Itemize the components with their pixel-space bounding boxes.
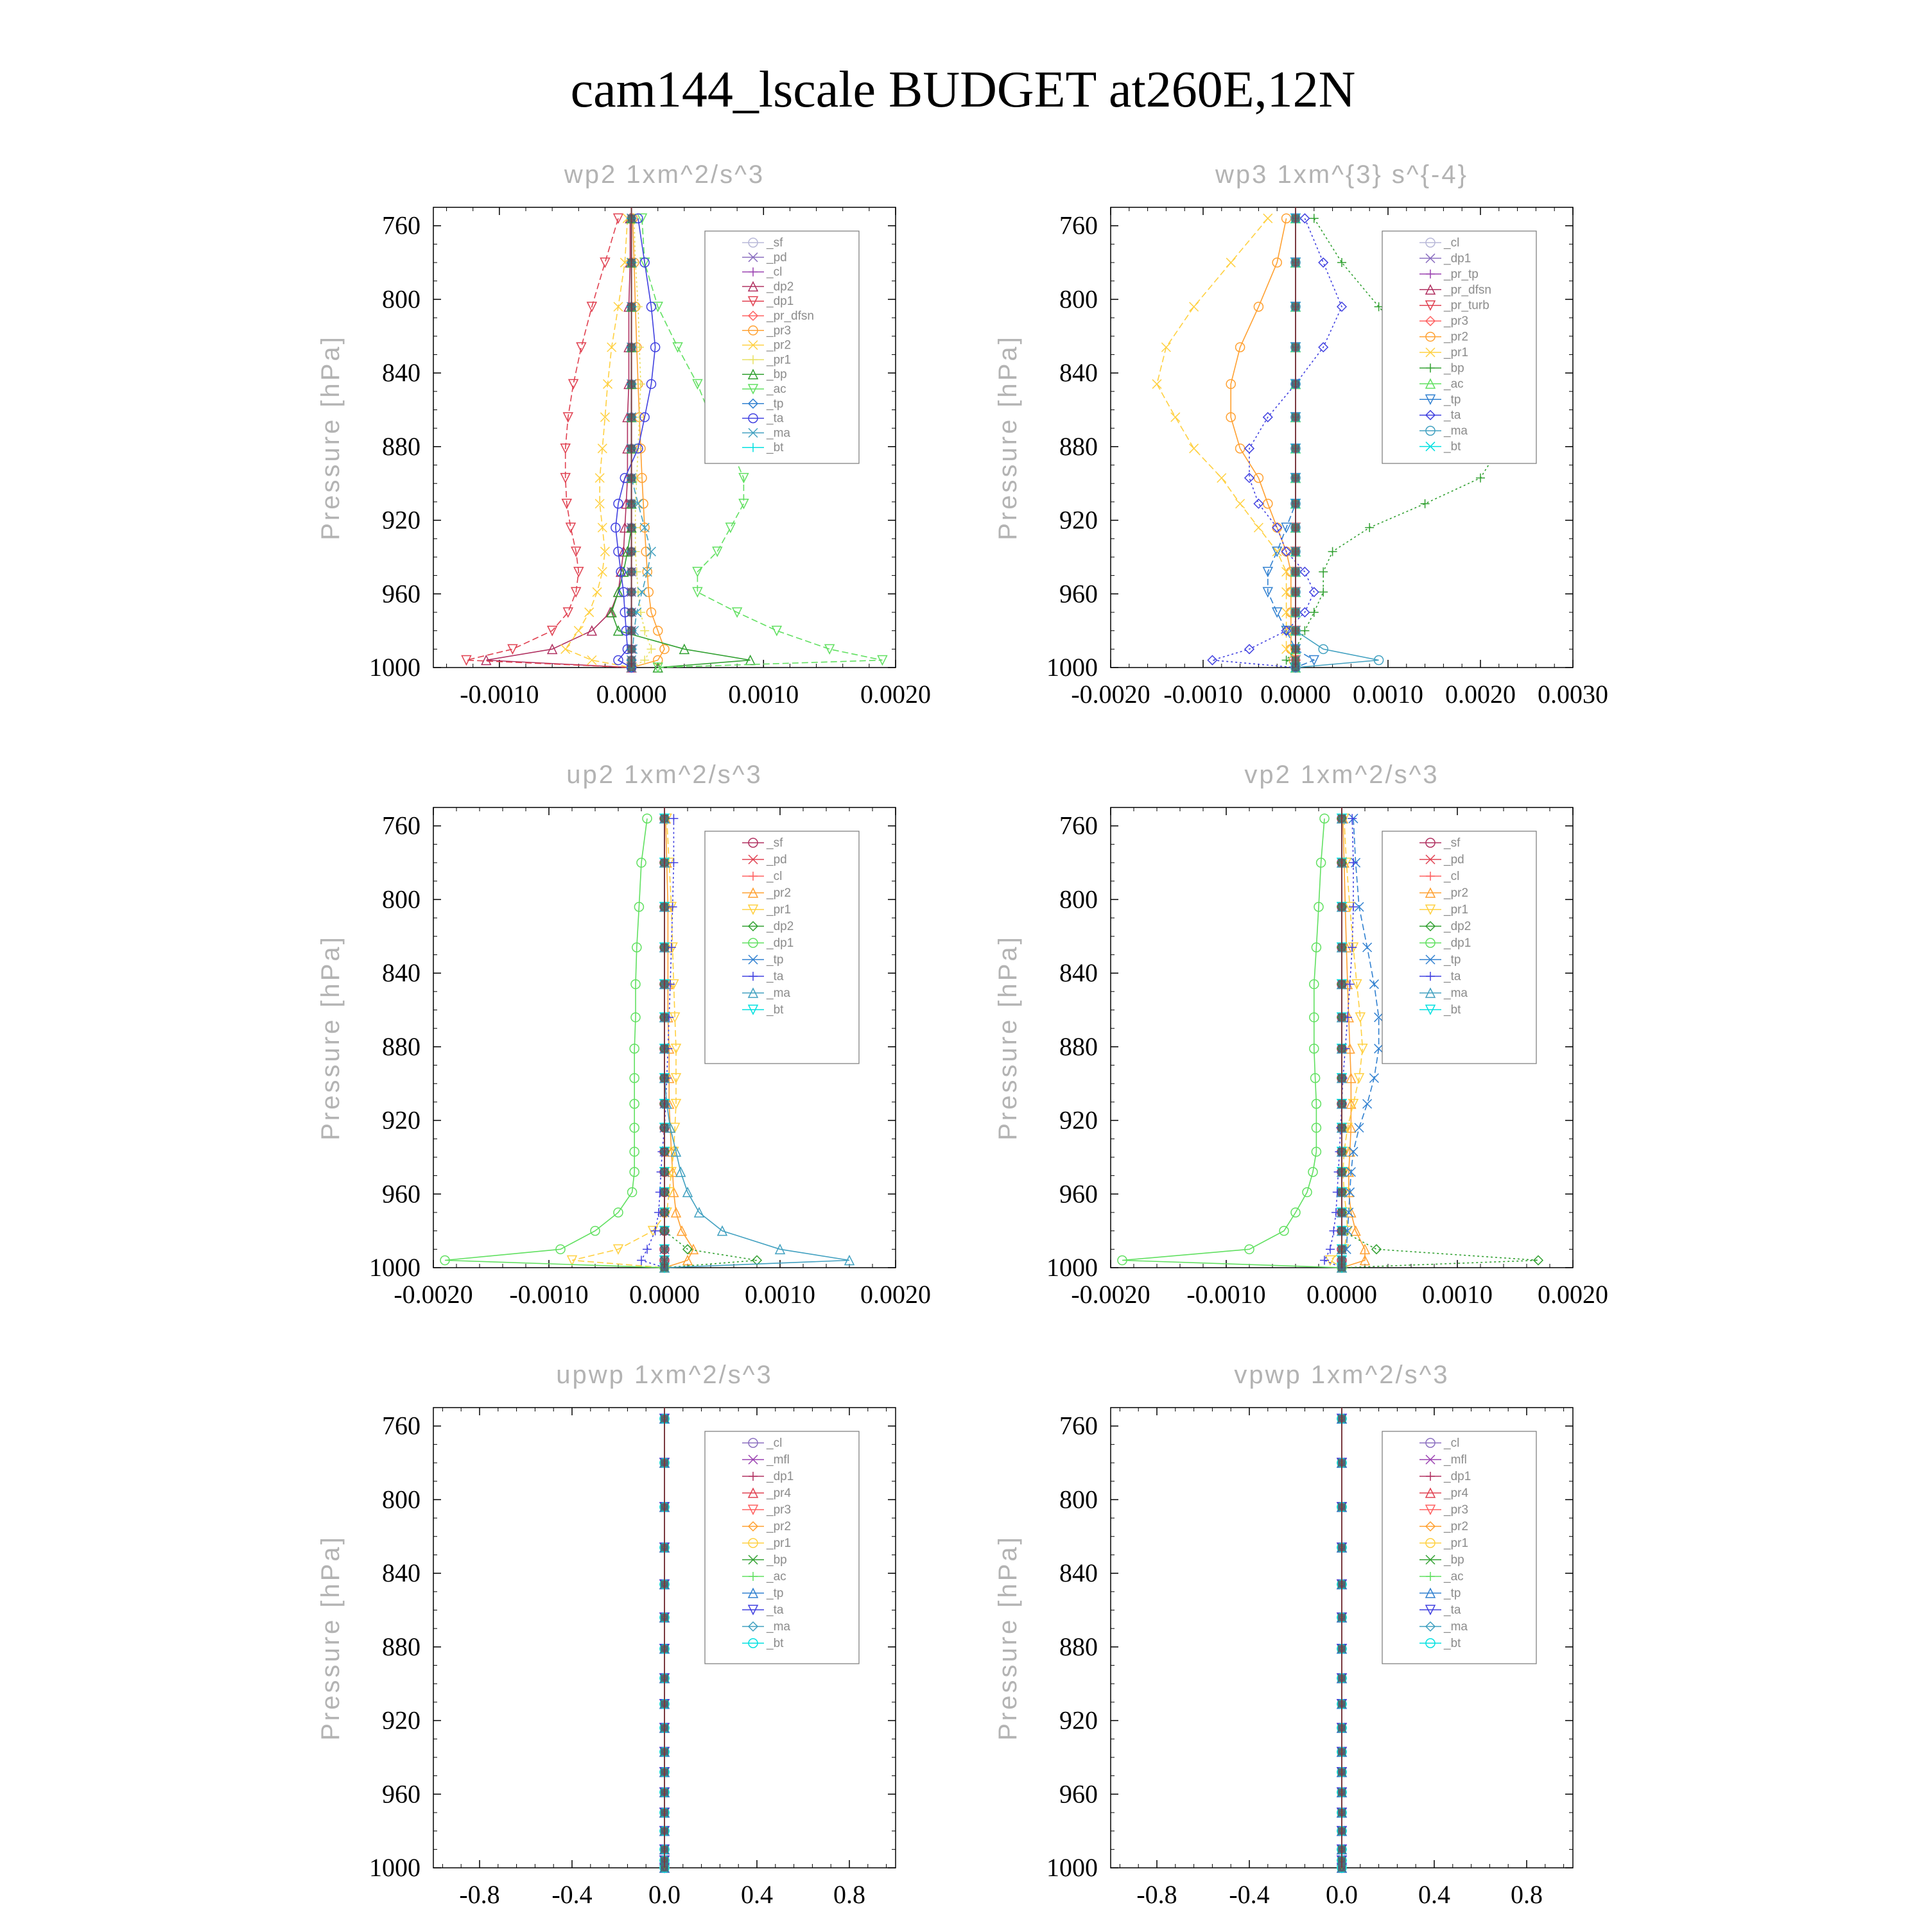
figure-title: cam144_lscale BUDGET at260E,12N — [570, 62, 1356, 118]
legend-label: _pd — [1444, 853, 1464, 867]
data-point — [1161, 343, 1170, 352]
series-line — [1212, 218, 1342, 668]
y-tick-label: 760 — [382, 811, 421, 840]
legend-label: _mfl — [1444, 1453, 1467, 1467]
legend-label: _dp1 — [767, 1470, 794, 1483]
x-tick-label: 0.0010 — [745, 1280, 815, 1309]
legend-label: _pr2 — [1444, 330, 1469, 344]
legend-label: _tp — [767, 953, 784, 967]
y-tick-label: 880 — [1059, 1632, 1098, 1661]
series-ta — [611, 214, 660, 672]
data-point — [646, 644, 655, 653]
x-tick-label: 0.0020 — [1538, 1280, 1608, 1309]
y-tick-label: 800 — [1059, 284, 1098, 314]
y-tick-label: 960 — [382, 1779, 421, 1809]
data-point — [585, 608, 594, 617]
legend-label: _cl — [1444, 1436, 1460, 1450]
legend-label: _pr2 — [767, 886, 792, 900]
legend-label: _pr_dfsn — [767, 309, 814, 323]
y-tick-label: 760 — [1059, 211, 1098, 240]
legend-label: _cl — [1444, 236, 1460, 250]
data-point — [1152, 379, 1161, 388]
legend-label: _cl — [1444, 870, 1460, 883]
legend-label: _sf — [767, 236, 783, 250]
y-tick-label: 840 — [1059, 1558, 1098, 1588]
data-point — [1363, 1100, 1372, 1108]
y-tick-label: 920 — [1059, 1705, 1098, 1735]
y-tick-label: 960 — [382, 1179, 421, 1209]
legend-label: _ac — [1444, 377, 1464, 391]
y-tick-label: 800 — [382, 284, 421, 314]
series-ta — [637, 814, 678, 1272]
legend-label: _ta — [1444, 408, 1461, 422]
y-tick-label: 960 — [1059, 1179, 1098, 1209]
y-axis-label: Pressure [hPa] — [317, 1535, 345, 1741]
legend-label: _pr4 — [1444, 1487, 1469, 1500]
data-point — [1310, 214, 1319, 223]
legend — [1382, 231, 1536, 463]
y-tick-label: 1000 — [1046, 1253, 1098, 1282]
chart-subtitle: up2 1xm^2/s^3 — [566, 761, 763, 789]
legend-label: _pr_dfsn — [1444, 283, 1491, 297]
legend-label: _pr_turb — [1444, 298, 1489, 313]
data-point — [566, 523, 575, 532]
data-point — [640, 626, 649, 635]
data-point — [825, 644, 834, 653]
legend-label: _pr1 — [1444, 1537, 1469, 1550]
legend-label: _ac — [767, 1570, 786, 1583]
series-line — [1231, 218, 1296, 668]
y-tick-label: 840 — [382, 958, 421, 988]
legend-label: _tp — [767, 1587, 784, 1600]
legend-label: _tp — [1444, 393, 1461, 407]
legend-label: _ta — [767, 970, 784, 983]
series-ta — [1208, 214, 1346, 672]
y-axis-label: Pressure [hPa] — [317, 935, 345, 1141]
legend-label: _ac — [767, 383, 786, 396]
data-point — [1329, 1227, 1338, 1236]
legend-label: _pr3 — [1444, 1503, 1469, 1517]
data-point — [561, 644, 570, 653]
legend-label: _pr1 — [1444, 903, 1469, 917]
series-line — [1342, 818, 1379, 1268]
x-tick-label: -0.0020 — [394, 1280, 473, 1309]
legend-label: _pd — [767, 250, 787, 264]
data-point — [1272, 547, 1281, 556]
legend-label: _bt — [1444, 1637, 1461, 1650]
data-point — [1320, 1256, 1329, 1265]
y-tick-label: 840 — [1059, 958, 1098, 988]
legend-label: _dp1 — [767, 936, 794, 950]
x-tick-label: 0.0000 — [629, 1280, 700, 1309]
legend-label: _ta — [767, 411, 784, 426]
chart-subtitle: wp3 1xm^{3} s^{-4} — [1215, 160, 1468, 189]
series-line — [1296, 218, 1379, 668]
x-tick-label: -0.0010 — [1163, 680, 1243, 709]
x-tick-label: 0.0010 — [1353, 680, 1423, 709]
legend-label: _bp — [767, 368, 787, 382]
data-point — [1190, 444, 1199, 453]
y-tick-label: 760 — [1059, 811, 1098, 840]
legend-label: _sf — [767, 836, 783, 850]
chart-upwp — [317, 1354, 963, 1932]
legend-label: _sf — [1444, 836, 1461, 850]
series-dp2 — [482, 214, 636, 672]
series-dp1 — [440, 814, 669, 1272]
y-tick-label: 960 — [1059, 1779, 1098, 1809]
legend-label: _pr4 — [767, 1487, 792, 1500]
x-tick-label: -0.0010 — [509, 1280, 589, 1309]
data-point — [1190, 302, 1199, 311]
legend-label: _pr1 — [767, 353, 792, 367]
x-tick-label: -0.0020 — [1071, 680, 1150, 709]
legend — [705, 1431, 859, 1664]
data-point — [593, 587, 602, 596]
chart-vpwp — [994, 1354, 1640, 1932]
chart-vp2 — [994, 754, 1640, 1332]
legend-label: _bt — [767, 1003, 784, 1017]
data-point — [600, 258, 609, 267]
legend-label: _pr3 — [767, 323, 792, 338]
data-point — [1363, 943, 1372, 952]
data-point — [1369, 979, 1378, 988]
legend-label: _ta — [767, 1603, 784, 1617]
x-tick-label: -0.8 — [1136, 1880, 1177, 1909]
data-point — [508, 644, 517, 653]
x-tick-label: -0.4 — [1229, 1880, 1270, 1909]
y-tick-label: 760 — [1059, 1411, 1098, 1440]
legend-label: _tp — [767, 397, 784, 411]
data-point — [646, 547, 655, 556]
legend-label: _pr3 — [767, 1503, 792, 1517]
y-tick-label: 840 — [1059, 358, 1098, 388]
data-point — [1369, 1074, 1378, 1083]
legend-label: _ma — [1444, 987, 1468, 1000]
x-tick-label: 0.0 — [1326, 1880, 1358, 1909]
series-line — [664, 818, 693, 1268]
chart-up2 — [317, 754, 963, 1332]
x-tick-label: 0.4 — [1418, 1880, 1450, 1909]
legend — [1382, 831, 1536, 1064]
y-tick-label: 880 — [1059, 431, 1098, 461]
y-tick-label: 1000 — [369, 1253, 421, 1282]
legend-label: _dp2 — [1444, 920, 1471, 933]
legend-label: _dp2 — [767, 920, 794, 933]
legend-label: _dp1 — [1444, 936, 1471, 950]
series-ta — [1320, 814, 1358, 1272]
data-point — [1282, 656, 1291, 665]
legend-label: _pr2 — [767, 1520, 792, 1533]
legend-label: _cl — [767, 870, 783, 883]
series-pr2 — [660, 814, 698, 1272]
series-pr2 — [1226, 214, 1300, 672]
y-tick-label: 880 — [1059, 1031, 1098, 1061]
chart-subtitle: upwp 1xm^2/s^3 — [556, 1361, 773, 1389]
legend-label: _bt — [767, 1637, 784, 1650]
x-tick-label: 0.0000 — [596, 680, 667, 709]
y-tick-label: 1000 — [1046, 653, 1098, 682]
data-point — [574, 626, 583, 635]
legend-label: _bp — [767, 1553, 787, 1567]
data-point — [1236, 499, 1245, 508]
legend-label: _tp — [1444, 953, 1461, 967]
legend-label: _dp1 — [1444, 252, 1471, 266]
legend-label: _tp — [1444, 1587, 1461, 1600]
x-tick-label: 0.0020 — [860, 1280, 931, 1309]
legend-label: _ta — [1444, 970, 1461, 983]
y-tick-label: 920 — [382, 1705, 421, 1735]
x-tick-label: -0.4 — [551, 1880, 593, 1909]
legend-label: _pr2 — [767, 338, 792, 352]
y-tick-label: 960 — [382, 579, 421, 608]
legend-label: _mfl — [767, 1453, 790, 1467]
y-tick-label: 920 — [1059, 1105, 1098, 1135]
y-tick-label: 800 — [1059, 1485, 1098, 1514]
data-point — [1272, 608, 1281, 617]
legend-label: _ma — [1444, 424, 1468, 438]
data-point — [1208, 656, 1217, 665]
x-tick-label: 0.8 — [833, 1880, 865, 1909]
y-tick-label: 1000 — [1046, 1853, 1098, 1882]
x-tick-label: 0.0030 — [1538, 680, 1608, 709]
x-tick-label: 0.0020 — [1445, 680, 1516, 709]
x-tick-label: 0.0010 — [728, 680, 799, 709]
legend-label: _ta — [1444, 1603, 1461, 1617]
chart-wp3 — [994, 154, 1640, 732]
legend — [705, 831, 859, 1064]
y-tick-label: 800 — [382, 884, 421, 914]
legend-label: _pr1 — [767, 1537, 792, 1550]
chart-subtitle: wp2 1xm^2/s^3 — [564, 160, 765, 189]
legend-label: _pd — [767, 853, 787, 867]
data-point — [1263, 214, 1272, 223]
series-line — [466, 218, 631, 668]
y-axis-label: Pressure [hPa] — [994, 935, 1022, 1141]
y-tick-label: 880 — [382, 1632, 421, 1661]
y-tick-label: 1000 — [369, 1853, 421, 1882]
y-tick-label: 760 — [382, 211, 421, 240]
x-tick-label: -0.0010 — [1186, 1280, 1266, 1309]
legend-label: _cl — [767, 265, 783, 279]
series-line — [1157, 218, 1296, 668]
data-point — [726, 523, 735, 532]
data-point — [637, 1256, 646, 1265]
y-tick-label: 960 — [1059, 579, 1098, 608]
data-point — [643, 1245, 652, 1254]
data-point — [1348, 814, 1357, 823]
x-tick-label: 0.0010 — [1422, 1280, 1493, 1309]
legend-label: _dp1 — [767, 295, 794, 309]
series-line — [486, 218, 631, 668]
y-tick-label: 880 — [382, 1031, 421, 1061]
data-point — [1476, 474, 1485, 483]
series-pr1 — [1152, 214, 1300, 672]
data-point — [1337, 258, 1346, 267]
y-tick-label: 840 — [382, 1558, 421, 1588]
data-point — [1421, 499, 1430, 508]
legend-label: _ma — [1444, 1620, 1468, 1634]
chart-subtitle: vpwp 1xm^2/s^3 — [1234, 1361, 1450, 1389]
chart-subtitle: vp2 1xm^2/s^3 — [1244, 761, 1439, 789]
x-tick-label: -0.0020 — [1071, 1280, 1150, 1309]
y-tick-label: 760 — [382, 1411, 421, 1440]
x-tick-label: -0.8 — [459, 1880, 500, 1909]
data-point — [1226, 258, 1235, 267]
y-tick-label: 880 — [382, 431, 421, 461]
y-tick-label: 920 — [1059, 505, 1098, 535]
y-tick-label: 920 — [382, 505, 421, 535]
legend — [705, 231, 859, 463]
y-axis-label: Pressure [hPa] — [317, 334, 345, 540]
legend-label: _ac — [1444, 1570, 1464, 1583]
data-point — [1254, 499, 1263, 508]
legend-label: _bp — [1444, 1553, 1464, 1567]
series-ma — [1291, 214, 1384, 672]
series-pr1 — [1326, 814, 1367, 1272]
data-point — [1300, 626, 1309, 635]
legend-label: _pr2 — [1444, 886, 1469, 900]
data-point — [1310, 608, 1319, 617]
legend-label: _cl — [767, 1436, 783, 1450]
x-tick-label: 0.0 — [648, 1880, 681, 1909]
data-point — [577, 343, 586, 352]
x-tick-label: 0.0020 — [860, 680, 931, 709]
y-tick-label: 920 — [382, 1105, 421, 1135]
legend-label: _ma — [767, 987, 790, 1000]
legend-label: _pr3 — [1444, 315, 1469, 329]
legend — [1382, 1431, 1536, 1664]
y-axis-label: Pressure [hPa] — [994, 334, 1022, 540]
chart-wp2 — [317, 154, 963, 732]
data-point — [772, 626, 781, 635]
x-tick-label: 0.0000 — [1260, 680, 1331, 709]
y-tick-label: 800 — [1059, 884, 1098, 914]
x-tick-label: -0.0010 — [460, 680, 539, 709]
series-line — [1122, 818, 1342, 1268]
legend-label: _ma — [767, 1620, 790, 1634]
series-dp1 — [462, 214, 636, 672]
x-tick-label: 0.4 — [741, 1880, 773, 1909]
legend-label: _pr_tp — [1444, 267, 1479, 281]
series-line — [445, 818, 664, 1268]
y-tick-label: 800 — [382, 1485, 421, 1514]
y-axis-label: Pressure [hPa] — [994, 1535, 1022, 1741]
data-point — [1328, 547, 1337, 556]
data-point — [587, 656, 596, 665]
data-point — [1319, 258, 1328, 267]
data-point — [1254, 523, 1263, 532]
y-tick-label: 1000 — [369, 653, 421, 682]
legend-label: _bt — [767, 441, 784, 455]
legend-label: _bt — [1444, 1003, 1461, 1017]
series-dp1 — [1118, 814, 1346, 1272]
data-point — [1319, 567, 1328, 576]
legend-label: _ma — [767, 426, 790, 440]
x-tick-label: 0.8 — [1511, 1880, 1543, 1909]
series-line — [572, 818, 676, 1268]
data-point — [1319, 587, 1328, 596]
legend-label: _pr1 — [1444, 346, 1469, 359]
data-point — [1365, 523, 1374, 532]
legend-label: _pr2 — [1444, 1520, 1469, 1533]
legend-label: _dp2 — [767, 280, 794, 294]
y-tick-label: 840 — [382, 358, 421, 388]
legend-label: _bp — [1444, 361, 1464, 375]
legend-label: _dp1 — [1444, 1470, 1471, 1483]
data-point — [1326, 1245, 1335, 1254]
x-tick-label: 0.0000 — [1306, 1280, 1377, 1309]
data-point — [1217, 474, 1226, 483]
legend-label: _bt — [1444, 440, 1461, 454]
legend-label: _pr1 — [767, 903, 792, 917]
data-point — [1171, 413, 1180, 422]
data-point — [1355, 1123, 1364, 1132]
